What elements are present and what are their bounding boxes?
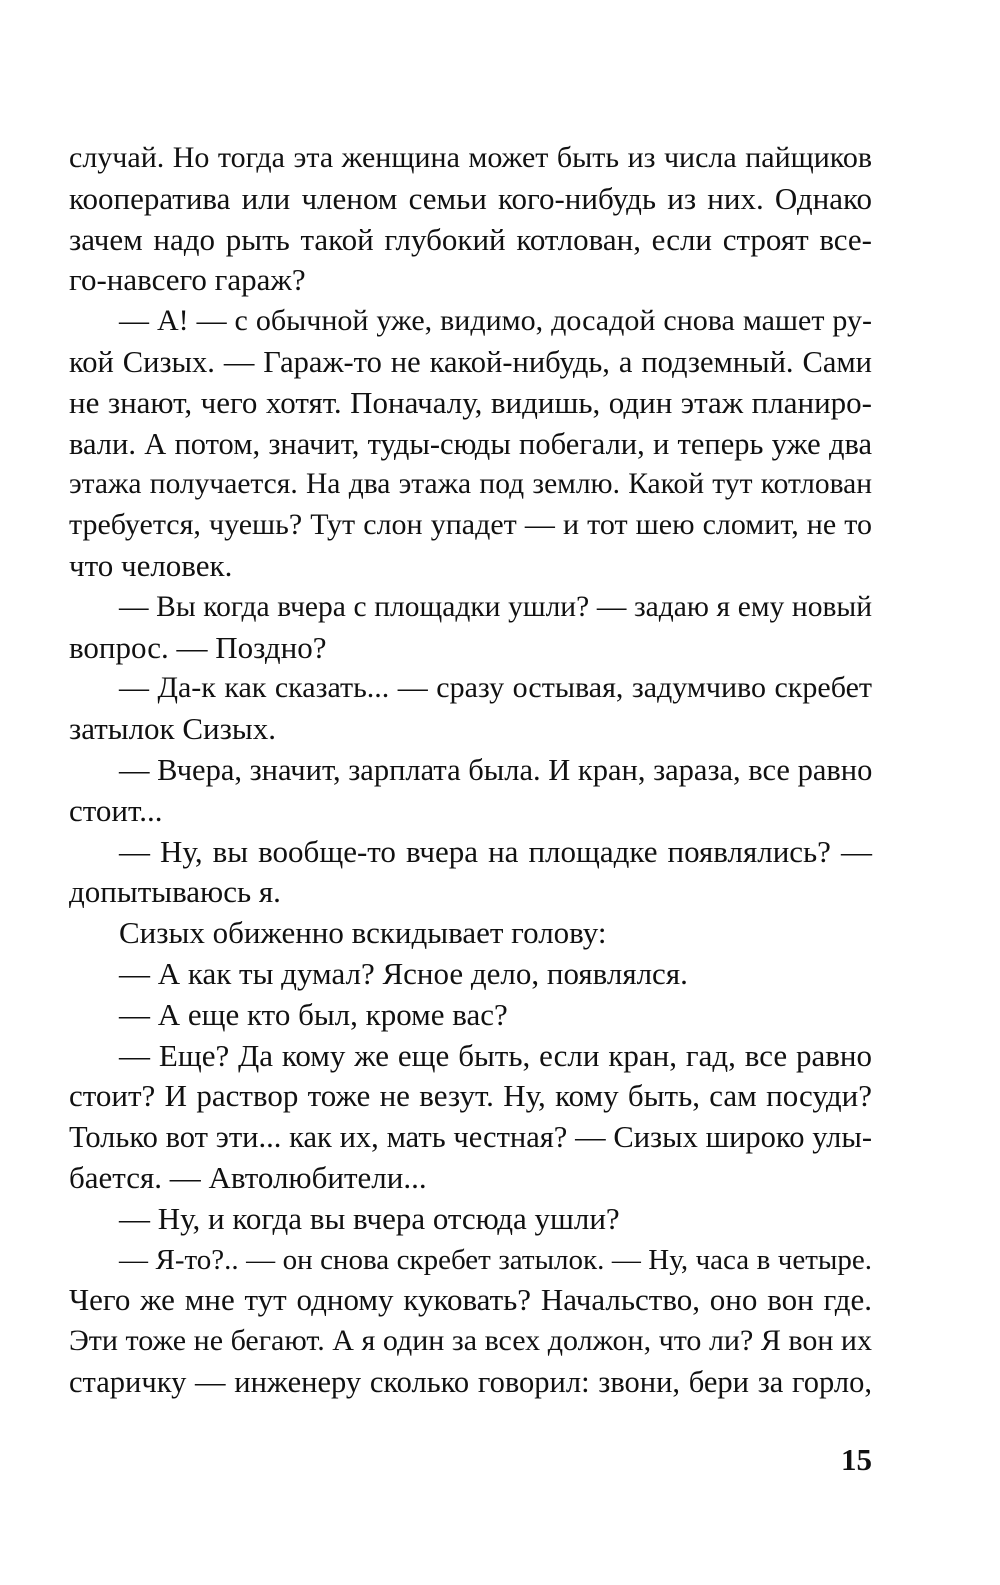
text-line: допытываюсь я. [69,874,281,910]
text-line: — Ну, и когда вы вчера отсюда ушли? [119,1200,620,1236]
text-line: Сизых обиженно вскидывает голову: [119,915,607,951]
text-line: бается. — Автолюбители... [69,1159,427,1195]
body-text [69,138,872,1403]
text-line: Чего же мне тут одному куковать? Начальство, оно вон где. [69,1282,872,1318]
text-line: — Вы когда вчера с площадки ушли? — задаю я ему новый [119,590,872,623]
text-line: го-навсего гараж? [69,262,306,298]
text-line: — Да-к как сказать... — сразу остывая, задумчиво скребет [119,671,872,705]
text-line: вопрос. — Поздно? [69,629,327,665]
text-line: затылок Сизых. [69,711,276,747]
text-line: старичку — инженеру сколько говорил: звони, бери за горло, [69,1364,872,1399]
text-line: зачем надо рыть такой глубокий котлован, если строят все- [69,221,872,257]
text-line: — А как ты думал? Ясное дело, появлялся. [119,955,688,991]
text-line: — А! — с обычной уже, видимо, досадой снова машет ру- [119,304,872,338]
text-line: — Еще? Да кому же еще быть, если кран, гад, все равно [119,1037,872,1073]
text-line: — А еще кто был, кроме вас? [119,996,508,1032]
text-line: стоит? И раствор тоже не везут. Ну, кому быть, сам посуди? [69,1078,872,1114]
text-line: — Я-то?.. — он снова скребет затылок. — Ну, часа в четыре. [119,1243,872,1276]
text-line: кой Сизых. — Гараж-то не какой-нибудь, а подземный. Сами [69,344,872,379]
text-line: требуется, чуешь? Тут слон упадет — и тот шею сломит, не то [69,508,872,542]
text-line: вали. А потом, значит, туды-сюды побегали, и теперь уже два [69,426,872,461]
text-line: Эти тоже не бегают. А я один за всех должон, что ли? Я вон их [69,1324,872,1358]
text-line: не знают, чего хотят. Поначалу, видишь, один этаж планиро- [69,384,872,420]
text-line: что человек. [69,547,233,583]
text-line: — Вчера, значит, зарплата была. И кран, зараза, все равно [119,752,873,787]
text-line: этажа получается. На два этажа под землю. Какой тут котлован [69,468,872,501]
text-line: Только вот эти... как их, мать честная? — Сизых широко улы- [69,1120,872,1155]
text-line: стоит... [69,792,163,828]
text-line: кооператива или членом семьи кого-нибудь из них. Однако [69,180,872,216]
page-number: 15 [841,1442,872,1477]
text-line: случай. Но тогда эта женщина может быть из числа пайщиков [69,141,872,174]
text-line: — Ну, вы вообще-то вчера на площадке появлялись? — [119,833,872,869]
